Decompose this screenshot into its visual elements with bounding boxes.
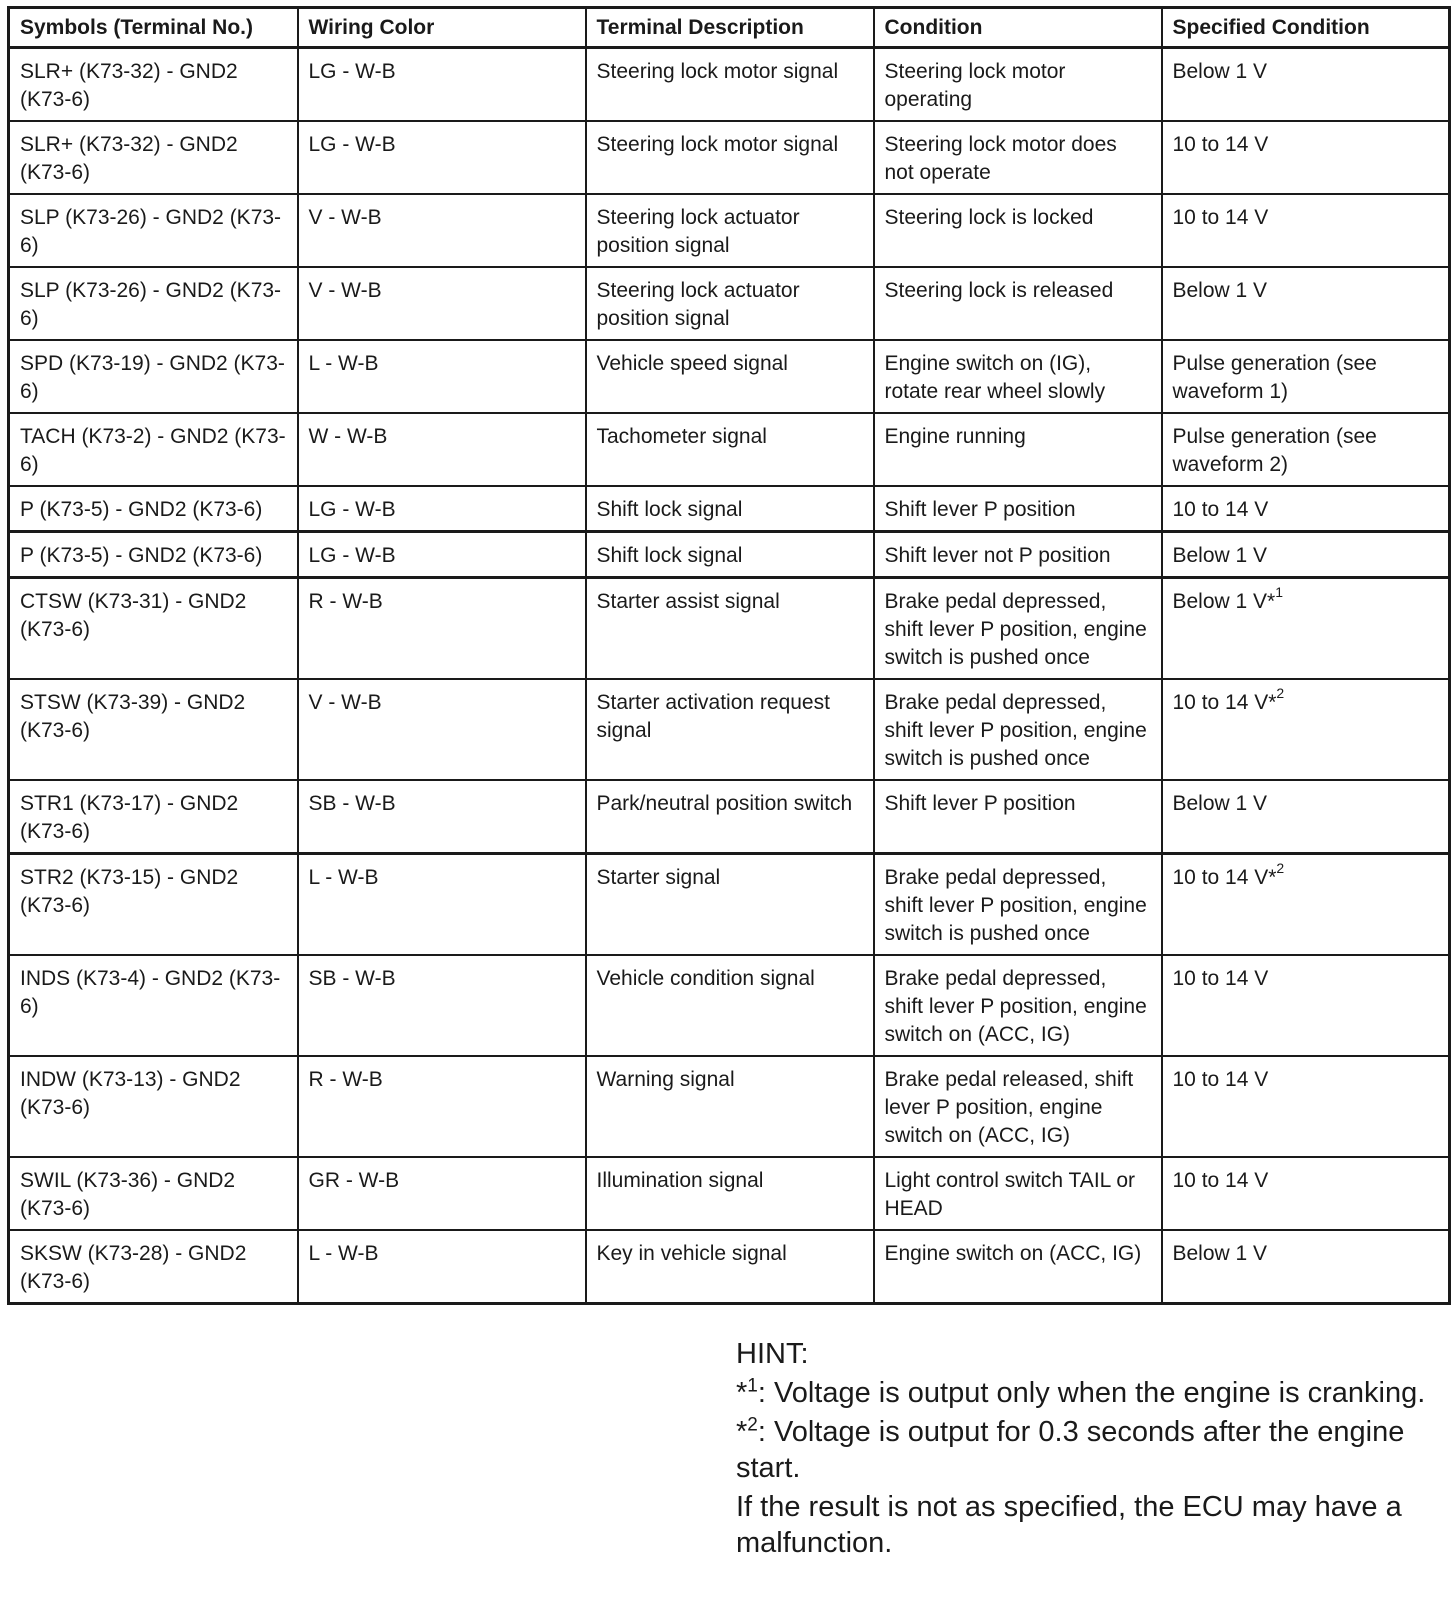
- wiring-color-cell: [298, 1230, 586, 1304]
- condition-cell: [874, 194, 1162, 267]
- description-cell: [586, 486, 874, 532]
- condition-cell: [874, 955, 1162, 1056]
- wiring-color-cell: [298, 1157, 586, 1230]
- specified-condition-cell: [1162, 194, 1450, 267]
- wiring-color-cell: [298, 854, 586, 956]
- condition-cell-text: Shift lever P position: [884, 498, 1076, 521]
- wiring-color-cell-text: SB - W-B: [308, 967, 396, 990]
- condition-cell-text: Light control switch TAIL or HEAD: [884, 1169, 1136, 1220]
- wiring-color-cell: [298, 340, 586, 413]
- description-cell-text: Shift lock signal: [596, 544, 743, 567]
- table-row: [9, 486, 1450, 532]
- wiring-color-cell: [298, 413, 586, 486]
- symbol-cell: [9, 486, 298, 532]
- specified-condition-cell-text: 10 to 14 V: [1172, 967, 1269, 990]
- symbol-cell-text: P (K73-5) - GND2 (K73-6): [20, 544, 263, 567]
- specified-condition-cell: [1162, 413, 1450, 486]
- table-row: [9, 48, 1450, 122]
- condition-cell-text: Steering lock motor operating: [884, 60, 1066, 111]
- condition-cell-text: Engine running: [884, 425, 1026, 448]
- symbol-cell-text: CTSW (K73-31) - GND2 (K73-6): [20, 590, 247, 641]
- symbol-cell: [9, 780, 298, 854]
- description-cell: [586, 780, 874, 854]
- condition-cell-text: Brake pedal released, shift lever P position, engine switch on (ACC, IG): [884, 1068, 1134, 1147]
- footnote-marker: 2: [1276, 860, 1285, 876]
- description-cell: [586, 48, 874, 122]
- symbol-cell-text: INDS (K73-4) - GND2 (K73-6): [20, 967, 281, 1018]
- description-cell: [586, 121, 874, 194]
- condition-cell: [874, 854, 1162, 956]
- condition-cell-text: Brake pedal depressed, shift lever P position, engine switch is pushed once: [884, 866, 1147, 945]
- description-cell-text: Steering lock motor signal: [596, 60, 839, 83]
- condition-cell: [874, 1230, 1162, 1304]
- symbol-cell: [9, 121, 298, 194]
- symbol-cell-text: SKSW (K73-28) - GND2 (K73-6): [20, 1242, 247, 1293]
- symbol-cell: [9, 413, 298, 486]
- description-cell: [586, 679, 874, 780]
- condition-cell: [874, 679, 1162, 780]
- symbol-cell-text: SWIL (K73-36) - GND2 (K73-6): [20, 1169, 236, 1220]
- symbol-cell: [9, 1157, 298, 1230]
- description-cell-text: Key in vehicle signal: [596, 1242, 787, 1265]
- terminal-spec-table: [7, 6, 1451, 1305]
- specified-condition-cell: [1162, 1157, 1450, 1230]
- wiring-color-cell: [298, 532, 586, 578]
- specified-condition-cell: [1162, 578, 1450, 680]
- wiring-color-cell-text: L - W-B: [308, 866, 379, 889]
- wiring-color-cell-text: LG - W-B: [308, 133, 396, 156]
- wiring-color-cell: [298, 48, 586, 122]
- table-row: [9, 679, 1450, 780]
- description-cell-text: Shift lock signal: [596, 498, 743, 521]
- specified-condition-cell-text: 10 to 14 V: [1172, 133, 1269, 156]
- condition-cell-text: Steering lock is released: [884, 279, 1114, 302]
- wiring-color-cell-text: L - W-B: [308, 1242, 379, 1265]
- specified-condition-cell-text: Pulse generation (see waveform 1): [1172, 352, 1377, 403]
- table-row: [9, 194, 1450, 267]
- specified-condition-cell-text: 10 to 14 V*: [1172, 691, 1277, 714]
- wiring-color-cell-text: L - W-B: [308, 352, 379, 375]
- footnote-marker: 2: [1276, 685, 1285, 701]
- condition-cell: [874, 267, 1162, 340]
- table-row: [9, 121, 1450, 194]
- specified-condition-cell-text: 10 to 14 V: [1172, 498, 1269, 521]
- symbol-cell: [9, 340, 298, 413]
- specified-condition-cell-text: Below 1 V: [1172, 1242, 1268, 1265]
- symbol-cell: [9, 578, 298, 680]
- table-row: [9, 1230, 1450, 1304]
- table-row: [9, 340, 1450, 413]
- description-cell-text: Warning signal: [596, 1068, 735, 1091]
- table-row: [9, 1157, 1450, 1230]
- description-cell-text: Illumination signal: [596, 1169, 764, 1192]
- wiring-color-cell-text: LG - W-B: [308, 498, 396, 521]
- hint-title: HINT:: [736, 1338, 809, 1370]
- condition-cell-text: Brake pedal depressed, shift lever P position, engine switch on (ACC, IG): [884, 967, 1147, 1046]
- specified-condition-cell: [1162, 780, 1450, 854]
- description-cell: [586, 955, 874, 1056]
- description-cell-text: Steering lock motor signal: [596, 133, 839, 156]
- symbol-cell-text: SLP (K73-26) - GND2 (K73-6): [20, 279, 282, 330]
- hint-note-2: [736, 1414, 1448, 1486]
- header-condition: Condition: [874, 8, 1162, 48]
- condition-cell: [874, 486, 1162, 532]
- table-row: [9, 955, 1450, 1056]
- description-cell-text: Starter activation request signal: [596, 691, 830, 742]
- wiring-color-cell: [298, 955, 586, 1056]
- symbol-cell-text: P (K73-5) - GND2 (K73-6): [20, 498, 263, 521]
- description-cell-text: Steering lock actuator position signal: [596, 206, 800, 257]
- specified-condition-cell-text: Below 1 V: [1172, 60, 1268, 83]
- symbol-cell: [9, 48, 298, 122]
- wiring-color-cell-text: V - W-B: [308, 691, 382, 714]
- condition-cell-text: Shift lever P position: [884, 792, 1076, 815]
- footnote-marker: 1: [1275, 584, 1284, 600]
- description-cell: [586, 854, 874, 956]
- wiring-color-cell: [298, 121, 586, 194]
- wiring-color-cell-text: LG - W-B: [308, 60, 396, 83]
- specified-condition-cell-text: 10 to 14 V: [1172, 1068, 1269, 1091]
- symbol-cell-text: SLR+ (K73-32) - GND2 (K73-6): [20, 60, 238, 111]
- hint-note-1-mark: *: [736, 1377, 748, 1409]
- condition-cell: [874, 1157, 1162, 1230]
- header-wiring-color: Wiring Color: [298, 8, 586, 48]
- description-cell: [586, 532, 874, 578]
- wiring-color-cell-text: V - W-B: [308, 206, 382, 229]
- wiring-color-cell-text: GR - W-B: [308, 1169, 400, 1192]
- specified-condition-cell: [1162, 854, 1450, 956]
- specified-condition-cell-text: 10 to 14 V: [1172, 206, 1269, 229]
- symbol-cell: [9, 267, 298, 340]
- condition-cell: [874, 532, 1162, 578]
- symbol-cell: [9, 532, 298, 578]
- specified-condition-cell: [1162, 1056, 1450, 1157]
- hint-note-2-mark: *: [736, 1416, 748, 1448]
- symbol-cell: [9, 194, 298, 267]
- description-cell: [586, 1230, 874, 1304]
- wiring-color-cell: [298, 1056, 586, 1157]
- symbol-cell-text: STR1 (K73-17) - GND2 (K73-6): [20, 792, 239, 843]
- description-cell-text: Steering lock actuator position signal: [596, 279, 800, 330]
- table-row: [9, 267, 1450, 340]
- condition-cell: [874, 780, 1162, 854]
- wiring-color-cell: [298, 780, 586, 854]
- table-row: [9, 1056, 1450, 1157]
- header-specified-condition: Specified Condition: [1162, 8, 1450, 48]
- symbol-cell-text: SLP (K73-26) - GND2 (K73-6): [20, 206, 282, 257]
- condition-cell: [874, 1056, 1162, 1157]
- header-symbols: Symbols (Terminal No.): [9, 8, 298, 48]
- table-body: [9, 48, 1450, 1304]
- condition-cell-text: Steering lock motor does not operate: [884, 133, 1117, 184]
- hint-note-2-text: : Voltage is output for 0.3 seconds after the engine start.: [736, 1416, 1405, 1484]
- description-cell-text: Vehicle condition signal: [596, 967, 815, 990]
- condition-cell: [874, 48, 1162, 122]
- specified-condition-cell-text: Pulse generation (see waveform 2): [1172, 425, 1377, 476]
- specified-condition-cell-text: Below 1 V: [1172, 544, 1268, 567]
- condition-cell: [874, 340, 1162, 413]
- condition-cell-text: Engine switch on (ACC, IG): [884, 1242, 1142, 1265]
- hint-block: [736, 1336, 1448, 1564]
- wiring-color-cell: [298, 679, 586, 780]
- condition-cell-text: Brake pedal depressed, shift lever P position, engine switch is pushed once: [884, 590, 1147, 669]
- wiring-color-cell: [298, 194, 586, 267]
- table-header-row: [9, 8, 1450, 48]
- table-row: [9, 780, 1450, 854]
- condition-cell-text: Steering lock is locked: [884, 206, 1094, 229]
- specified-condition-cell-text: Below 1 V*: [1172, 590, 1276, 613]
- hint-result-note: If the result is not as specified, the ECU may have a malfunction.: [736, 1491, 1402, 1559]
- symbol-cell-text: SLR+ (K73-32) - GND2 (K73-6): [20, 133, 238, 184]
- hint-note-1-number: 1: [747, 1375, 758, 1397]
- symbol-cell-text: SPD (K73-19) - GND2 (K73-6): [20, 352, 285, 403]
- hint-note-1: [736, 1375, 1448, 1411]
- description-cell: [586, 194, 874, 267]
- specified-condition-cell: [1162, 1230, 1450, 1304]
- description-cell-text: Starter signal: [596, 866, 721, 889]
- description-cell: [586, 578, 874, 680]
- condition-cell: [874, 121, 1162, 194]
- description-cell: [586, 1157, 874, 1230]
- specified-condition-cell-text: Below 1 V: [1172, 279, 1268, 302]
- symbol-cell: [9, 854, 298, 956]
- table-row: [9, 532, 1450, 578]
- specified-condition-cell: [1162, 340, 1450, 413]
- symbol-cell-text: INDW (K73-13) - GND2 (K73-6): [20, 1068, 241, 1119]
- specified-condition-cell-text: 10 to 14 V: [1172, 1169, 1269, 1192]
- header-terminal-description: Terminal Description: [586, 8, 874, 48]
- condition-cell: [874, 578, 1162, 680]
- description-cell-text: Vehicle speed signal: [596, 352, 788, 375]
- condition-cell-text: Shift lever not P position: [884, 544, 1111, 567]
- specified-condition-cell: [1162, 679, 1450, 780]
- table-row: [9, 578, 1450, 680]
- wiring-color-cell-text: SB - W-B: [308, 792, 396, 815]
- description-cell-text: Tachometer signal: [596, 425, 767, 448]
- symbol-cell: [9, 1230, 298, 1304]
- wiring-color-cell-text: W - W-B: [308, 425, 388, 448]
- hint-note-1-text: : Voltage is output only when the engine is cranking.: [757, 1377, 1426, 1409]
- condition-cell-text: Brake pedal depressed, shift lever P position, engine switch is pushed once: [884, 691, 1147, 770]
- wiring-color-cell: [298, 267, 586, 340]
- symbol-cell: [9, 679, 298, 780]
- symbol-cell: [9, 1056, 298, 1157]
- specified-condition-cell: [1162, 121, 1450, 194]
- specified-condition-cell: [1162, 48, 1450, 122]
- description-cell: [586, 340, 874, 413]
- specified-condition-cell: [1162, 955, 1450, 1056]
- wiring-color-cell: [298, 578, 586, 680]
- wiring-color-cell-text: R - W-B: [308, 590, 383, 613]
- wiring-color-cell-text: V - W-B: [308, 279, 382, 302]
- description-cell-text: Starter assist signal: [596, 590, 780, 613]
- hint-note-2-number: 2: [747, 1414, 758, 1436]
- table-row: [9, 854, 1450, 956]
- wiring-color-cell-text: LG - W-B: [308, 544, 396, 567]
- symbol-cell-text: STR2 (K73-15) - GND2 (K73-6): [20, 866, 239, 917]
- specified-condition-cell: [1162, 267, 1450, 340]
- specified-condition-cell: [1162, 486, 1450, 532]
- symbol-cell-text: TACH (K73-2) - GND2 (K73-6): [20, 425, 286, 476]
- description-cell: [586, 267, 874, 340]
- symbol-cell-text: STSW (K73-39) - GND2 (K73-6): [20, 691, 246, 742]
- specified-condition-cell: [1162, 532, 1450, 578]
- description-cell: [586, 1056, 874, 1157]
- condition-cell: [874, 413, 1162, 486]
- description-cell-text: Park/neutral position switch: [596, 792, 853, 815]
- specified-condition-cell-text: Below 1 V: [1172, 792, 1268, 815]
- wiring-color-cell: [298, 486, 586, 532]
- specified-condition-cell-text: 10 to 14 V*: [1172, 866, 1277, 889]
- table-row: [9, 413, 1450, 486]
- description-cell: [586, 413, 874, 486]
- condition-cell-text: Engine switch on (IG), rotate rear wheel slowly: [884, 352, 1106, 403]
- symbol-cell: [9, 955, 298, 1056]
- wiring-color-cell-text: R - W-B: [308, 1068, 383, 1091]
